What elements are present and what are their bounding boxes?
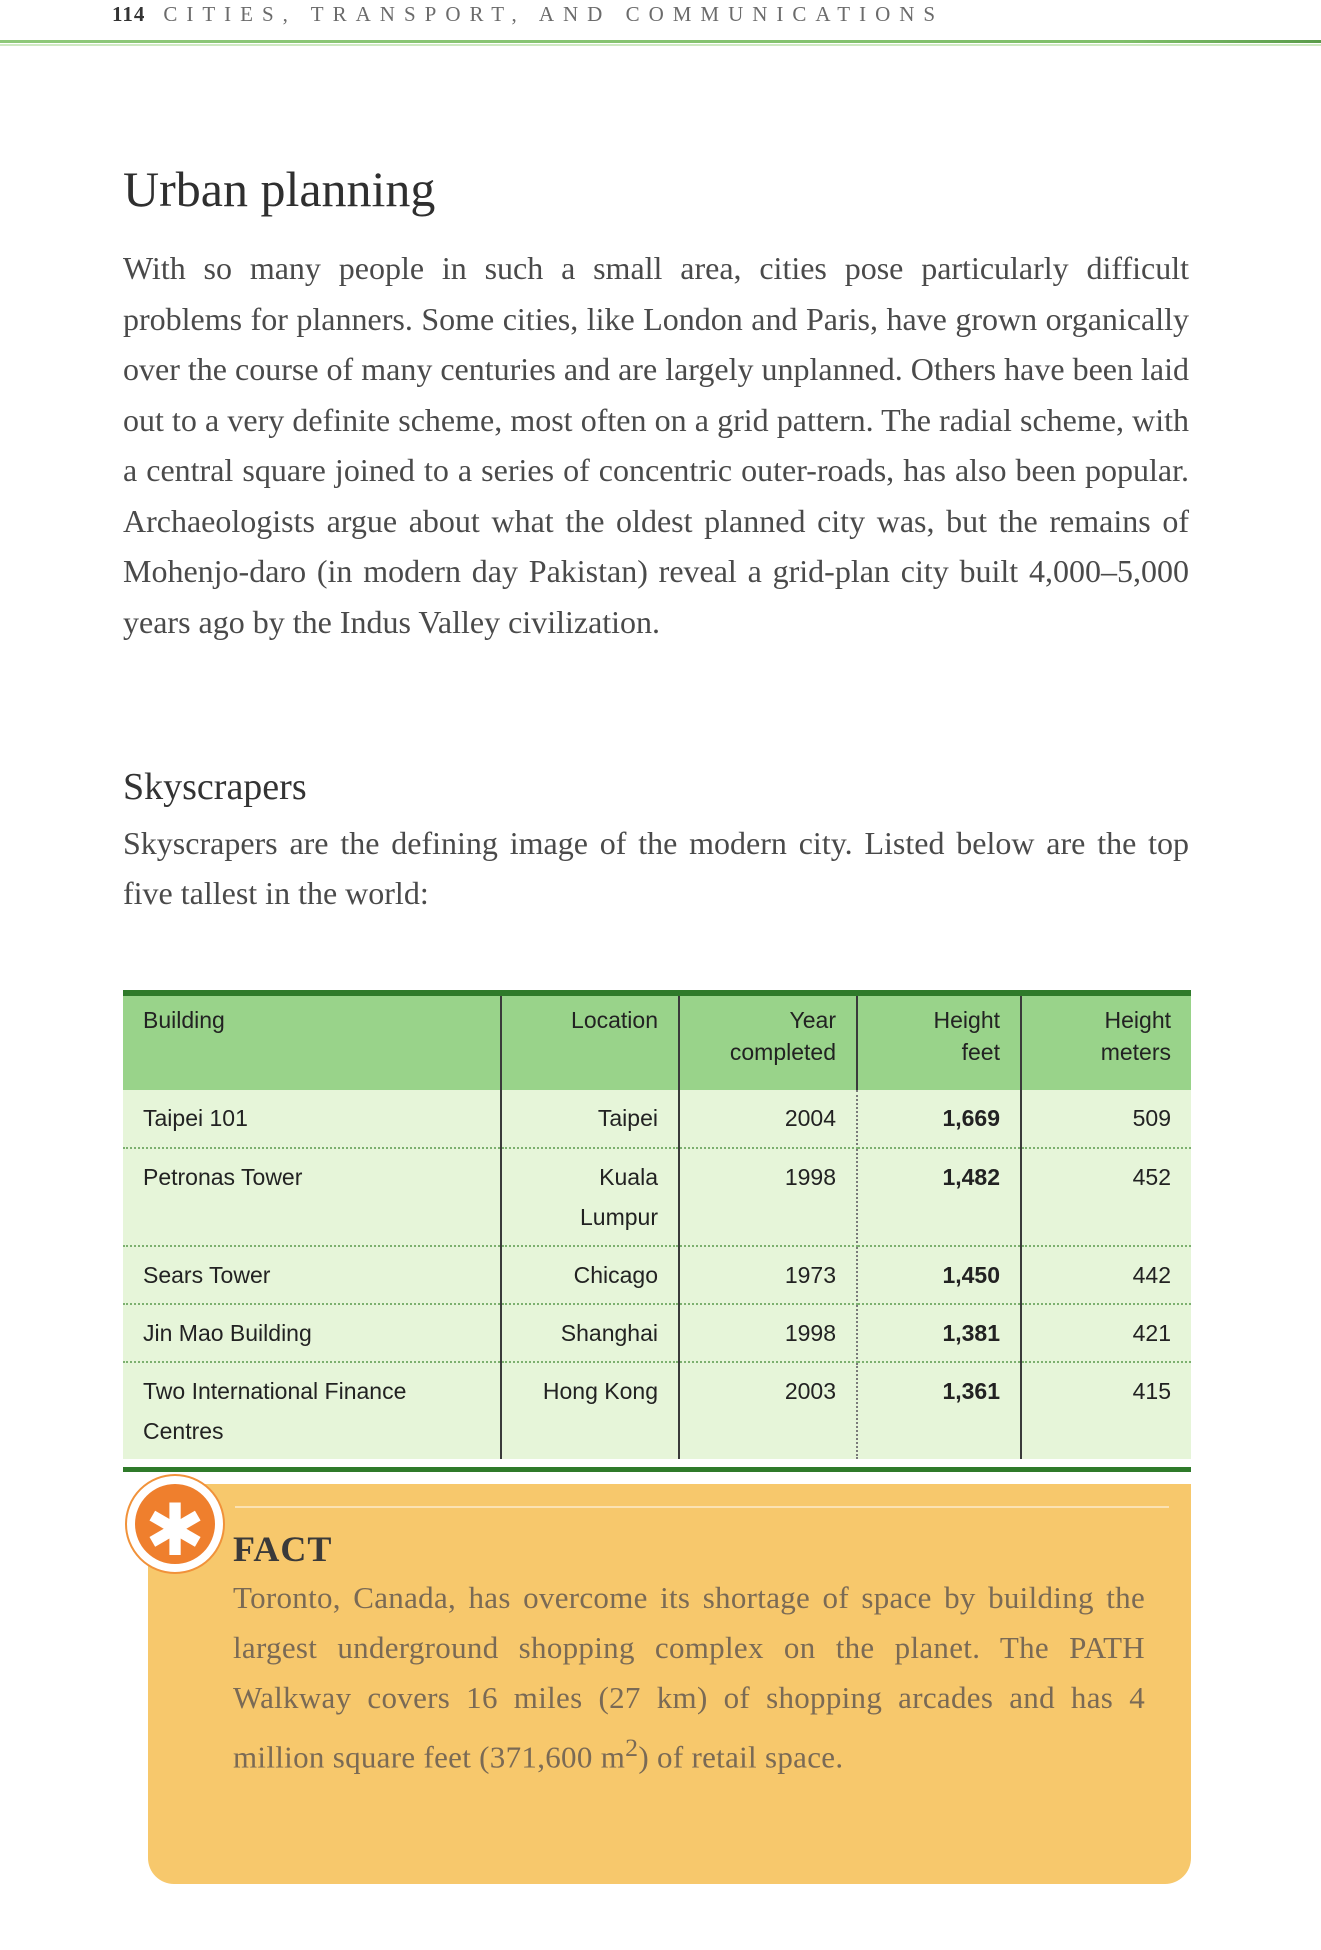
cell-height-feet: 1,381 <box>857 1304 1021 1362</box>
cell-height-meters: 509 <box>1021 1090 1191 1148</box>
header-rule-shadow <box>0 44 1321 46</box>
table-row <box>123 1362 1191 1459</box>
header-rule <box>0 40 1321 43</box>
running-title: CITIES, TRANSPORT, AND COMMUNICATIONS <box>163 2 945 26</box>
header-height-meters-line1: Height <box>1104 1007 1171 1033</box>
running-header <box>112 2 1192 30</box>
page-number: 114 <box>112 2 146 26</box>
cell-location: Shanghai <box>501 1304 679 1362</box>
cell-height-feet: 1,482 <box>857 1148 1021 1246</box>
cell-height-feet: 1,361 <box>857 1362 1021 1459</box>
table-row <box>123 1246 1191 1304</box>
header-building: Building <box>123 996 501 1090</box>
header-height-meters-line2: meters <box>1100 1039 1171 1065</box>
cell-height-meters: 442 <box>1021 1246 1191 1304</box>
cell-location: Kuala Lumpur <box>501 1148 679 1246</box>
table-header-row <box>123 996 1191 1090</box>
fact-body-superscript: 2 <box>625 1733 639 1762</box>
asterisk-icon <box>125 1474 225 1574</box>
table-row <box>123 1304 1191 1362</box>
cell-year: 2003 <box>679 1362 857 1459</box>
header-location: Location <box>501 996 679 1090</box>
cell-location: Chicago <box>501 1246 679 1304</box>
table-bottom-rule <box>123 1467 1191 1472</box>
cell-height-feet: 1,669 <box>857 1090 1021 1148</box>
header-year: Year completed <box>679 996 857 1090</box>
cell-location: Hong Kong <box>501 1362 679 1459</box>
cell-height-feet: 1,450 <box>857 1246 1021 1304</box>
asterisk-icon-glyph: ✱ <box>135 1484 215 1564</box>
cell-year: 2004 <box>679 1090 857 1148</box>
cell-building: Petronas Tower <box>123 1148 501 1246</box>
header-height-feet <box>857 996 1021 1090</box>
fact-body <box>233 1573 1145 1782</box>
cell-height-meters: 421 <box>1021 1304 1191 1362</box>
cell-year: 1998 <box>679 1304 857 1362</box>
section-title: Urban planning <box>123 161 436 217</box>
cell-building: Sears Tower <box>123 1246 501 1304</box>
subsection-title: Skyscrapers <box>123 766 307 808</box>
cell-building: Taipei 101 <box>123 1090 501 1148</box>
fact-body-main: Toronto, Canada, has overcome its shortage of space by building the largest underground shopping complex on the planet. The PATH Walkway covers 16 miles (27 km) of shopping arcades and has 4 million square feet (371,600 m <box>233 1580 1145 1775</box>
fact-rule <box>235 1506 1169 1508</box>
cell-year: 1998 <box>679 1148 857 1246</box>
fact-title: FACT <box>233 1529 333 1569</box>
data-table <box>123 996 1191 1459</box>
cell-location: Taipei <box>501 1090 679 1148</box>
cell-height-meters: 415 <box>1132 1378 1171 1404</box>
table-row <box>123 1090 1191 1148</box>
table-row <box>123 1148 1191 1246</box>
skyscraper-table <box>123 990 1191 1472</box>
header-height-meters <box>1021 996 1191 1090</box>
subsection-intro: Skyscrapers are the defining image of the modern city. Listed below are the top five tallest in the world: <box>123 825 1189 911</box>
section-body: With so many people in such a small area, cities pose particularly difficult problems for planners. Some cities, like London and Paris, have grown organically over the course of many centuries and are largely unplanned. Others have been laid out to a very definite scheme, most often on a grid pattern. The radial scheme, with a central square joined to a series of concentric outer-roads, has also been popular. Archaeologists argue about what the oldest planned city was, but the remains of Mohenjo-daro (in modern day Pakistan) reveal a grid-plan city built 4,000–5,000 years ago by the Indus Valley civilization. <box>123 250 1189 640</box>
cell-building: Jin Mao Building <box>123 1304 501 1362</box>
cell-year: 1973 <box>679 1246 857 1304</box>
cell-building: Two International Finance Centres <box>123 1362 501 1459</box>
header-height-feet-line1: Height <box>933 1007 1000 1033</box>
header-height-feet-line2: feet <box>961 1039 1000 1065</box>
fact-body-end: ) of retail space. <box>638 1739 844 1775</box>
cell-height-meters: 452 <box>1021 1148 1191 1246</box>
